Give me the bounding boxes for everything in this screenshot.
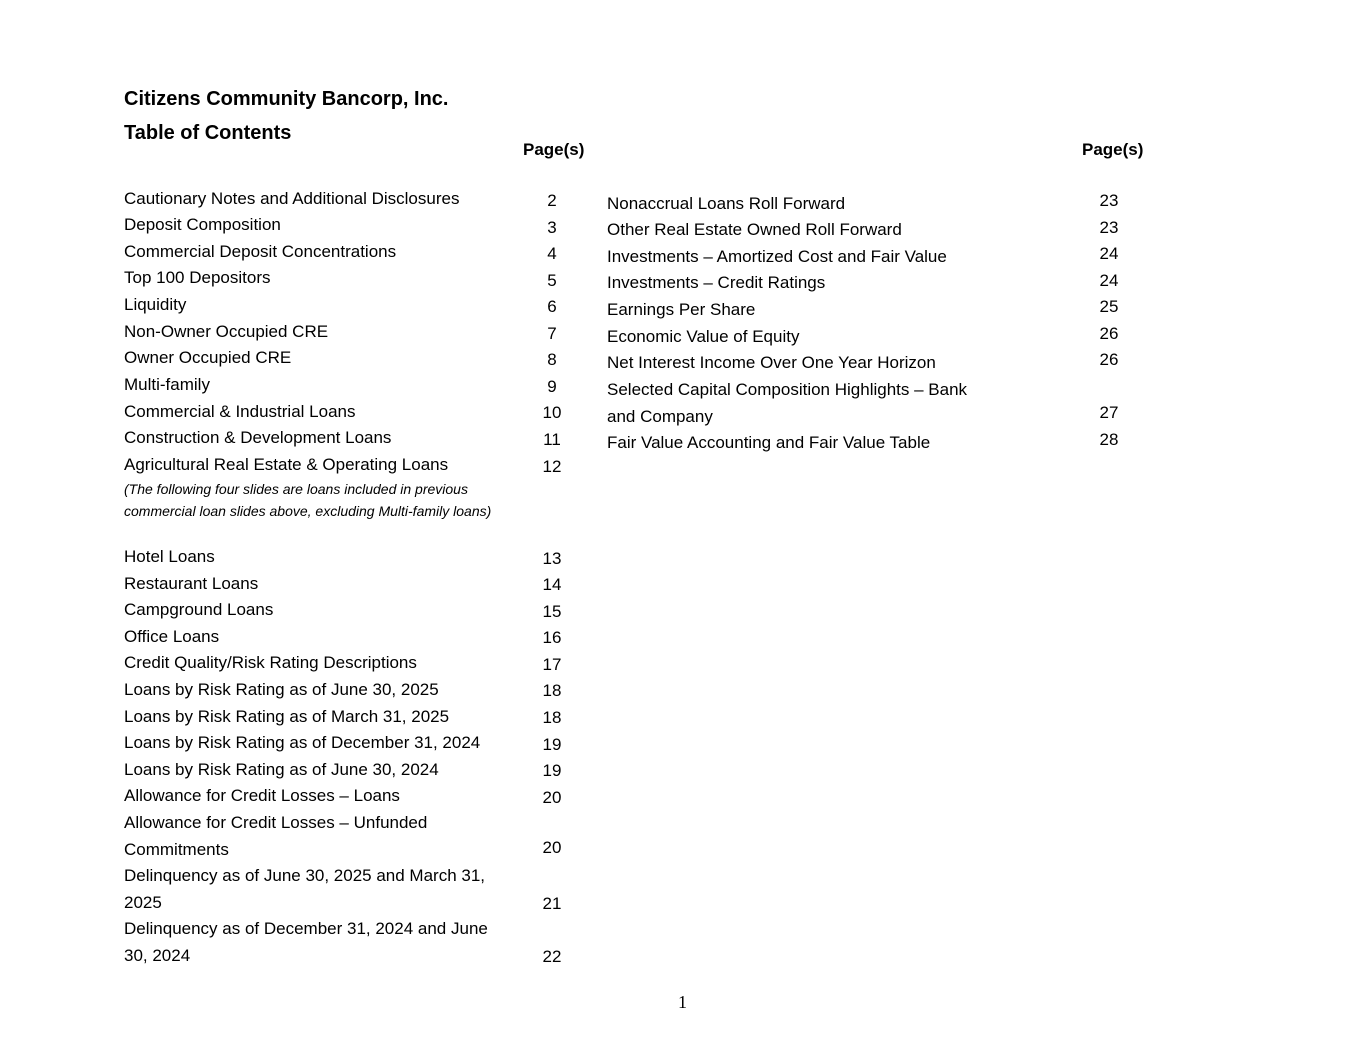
toc-entry-label-line1: Selected Capital Composition Highlights – Bank: [607, 380, 968, 399]
toc-entry-page: 19: [542, 761, 562, 780]
toc-entry-page: 13: [542, 549, 562, 568]
toc-entry-label: Allowance for Credit Losses – Loans: [124, 786, 400, 805]
toc-entry-label: Credit Quality/Risk Rating Descriptions: [124, 653, 417, 672]
toc-entry-label: Commercial & Industrial Loans: [124, 402, 356, 421]
toc-entry-label: Other Real Estate Owned Roll Forward: [607, 220, 902, 239]
toc-entry-label: Economic Value of Equity: [607, 327, 800, 346]
toc-entry-page: 22: [542, 947, 562, 966]
toc-entry-page: 14: [542, 575, 562, 594]
toc-entry-label: Office Loans: [124, 627, 220, 646]
toc-entry-label: Loans by Risk Rating as of June 30, 2024: [124, 760, 439, 779]
toc-entry-page: 23: [1099, 218, 1119, 237]
toc-entry-label-line1: Delinquency as of June 30, 2025 and March 31,: [124, 866, 486, 885]
page-number: 1: [678, 992, 687, 1012]
toc-entry-label: Cautionary Notes and Additional Disclosures: [124, 189, 460, 208]
page-title: Table of Contents: [124, 122, 292, 144]
toc-entry-label-line2: 30, 2024: [124, 946, 191, 965]
toc-entry-page: 21: [542, 894, 562, 913]
toc-entry-label: Hotel Loans: [124, 547, 215, 566]
toc-entry-label: Investments – Credit Ratings: [607, 273, 826, 292]
toc-entry-page: 5: [547, 271, 557, 290]
toc-entry-page: 11: [543, 430, 561, 449]
toc-entry-page: 23: [1099, 191, 1119, 210]
toc-entry-label-line2: and Company: [607, 407, 713, 426]
toc-entry-label-line2: 2025: [124, 893, 162, 912]
toc-entry-page: 3: [547, 218, 557, 237]
toc-entry-page: 6: [547, 297, 557, 316]
company-name: Citizens Community Bancorp, Inc.: [124, 88, 449, 110]
toc-entry-page: 18: [542, 681, 562, 700]
toc-entry-page: 24: [1099, 271, 1119, 290]
toc-entry-page: 10: [542, 403, 562, 422]
toc-entry-label: Fair Value Accounting and Fair Value Table: [607, 433, 931, 452]
toc-entry-page: 7: [547, 324, 557, 343]
toc-entry-label: Liquidity: [124, 295, 187, 314]
toc-entry-label-line1: Delinquency as of December 31, 2024 and June: [124, 919, 488, 938]
toc-entry-page: 27: [1099, 403, 1119, 422]
toc-entry-label: Owner Occupied CRE: [124, 348, 292, 367]
toc-entry-page: 24: [1099, 244, 1119, 263]
toc-note: (The following four slides are loans included in previous commercial loan slides above, excluding Multi-family loans): [124, 481, 492, 519]
toc-entry-label: Top 100 Depositors: [124, 268, 271, 287]
toc-entry-label: Nonaccrual Loans Roll Forward: [607, 194, 846, 213]
toc-entry-label: Loans by Risk Rating as of June 30, 2025: [124, 680, 439, 699]
toc-entry-label: Earnings Per Share: [607, 300, 756, 319]
right-pages-column-header: Page(s): [1082, 140, 1144, 159]
toc-entry-page: 25: [1099, 297, 1119, 316]
toc-entry-label-line2: Commitments: [124, 840, 229, 859]
toc-entry-label: Non-Owner Occupied CRE: [124, 322, 329, 341]
toc-entry-page: 4: [547, 244, 557, 263]
toc-entry-page: 15: [542, 602, 562, 621]
toc-entry-label: Loans by Risk Rating as of March 31, 2025: [124, 707, 450, 726]
toc-entry-page: 18: [542, 708, 562, 727]
toc-entry-page: 26: [1099, 350, 1119, 369]
toc-entry-label: Loans by Risk Rating as of December 31, 2024: [124, 733, 481, 752]
toc-entry-page: 28: [1099, 430, 1119, 449]
toc-entry-label: Net Interest Income Over One Year Horizon: [607, 353, 936, 372]
toc-entry-label: Construction & Development Loans: [124, 428, 392, 447]
left-pages-column-header: Page(s): [523, 140, 585, 159]
toc-entry-label: Investments – Amortized Cost and Fair Value: [607, 247, 947, 266]
toc-entry-page: 20: [542, 838, 562, 857]
toc-entry-page: 17: [542, 655, 562, 674]
toc-entry-label: Campground Loans: [124, 600, 274, 619]
toc-entry-label: Deposit Composition: [124, 215, 281, 234]
toc-entry-label: Multi-family: [124, 375, 210, 394]
toc-entry-page: 2: [547, 191, 557, 210]
toc-entry-page: 12: [542, 457, 562, 476]
toc-entry-page: 16: [542, 628, 562, 647]
toc-entry-page: 9: [547, 377, 557, 396]
toc-entry-label: Agricultural Real Estate & Operating Loans: [124, 455, 449, 474]
toc-entry-label: Commercial Deposit Concentrations: [124, 242, 397, 261]
toc-entry-page: 26: [1099, 324, 1119, 343]
toc-entry-page: 8: [547, 350, 557, 369]
toc-entry-page: 20: [542, 788, 562, 807]
toc-entry-label: Restaurant Loans: [124, 574, 259, 593]
toc-entry-label-line1: Allowance for Credit Losses – Unfunded: [124, 813, 428, 832]
toc-entry-page: 19: [542, 735, 562, 754]
